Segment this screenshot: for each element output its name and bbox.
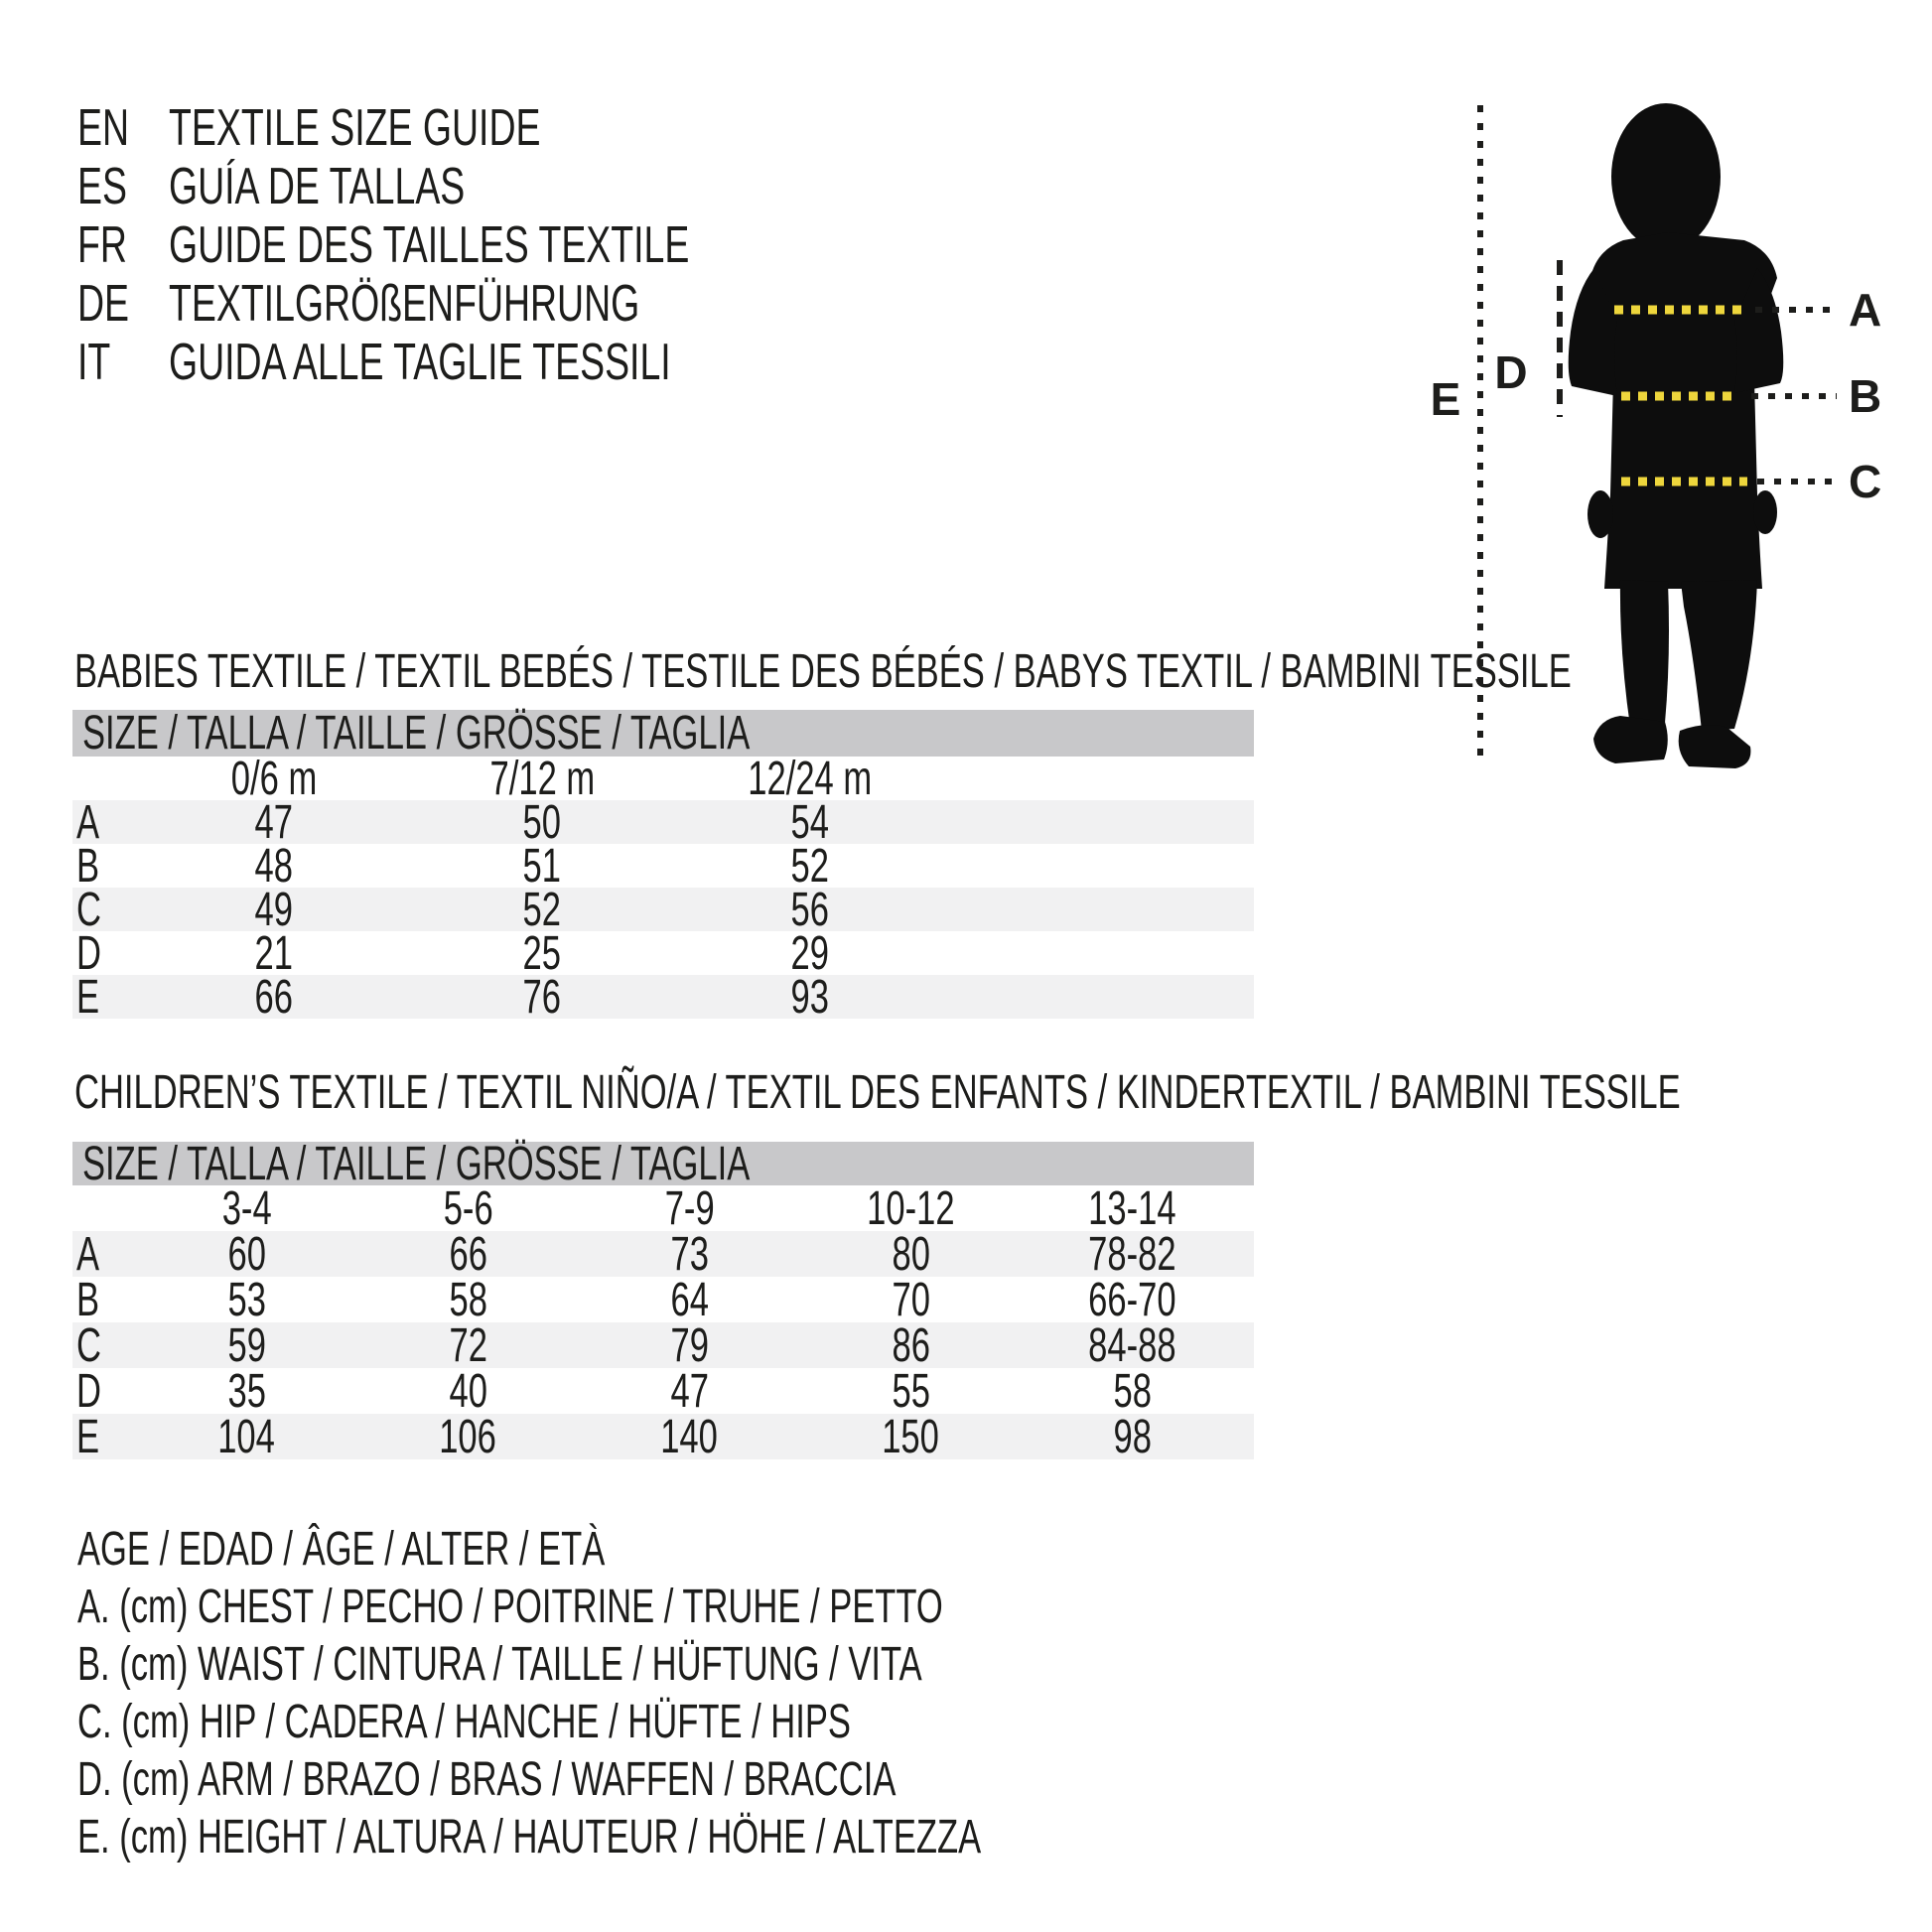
value-cell: 25 bbox=[522, 926, 562, 980]
table-row-b bbox=[72, 1273, 1254, 1326]
value-cell: 48 bbox=[254, 839, 294, 893]
value-cell: 79 bbox=[670, 1318, 709, 1372]
value-cell: 52 bbox=[522, 883, 562, 936]
measure-label-c: C bbox=[1849, 456, 1882, 507]
value-cell: 72 bbox=[449, 1318, 487, 1372]
value-cell: 64 bbox=[670, 1273, 709, 1326]
value-cell: 140 bbox=[660, 1410, 719, 1463]
column-header-cell: 5-6 bbox=[443, 1181, 493, 1235]
value-cell: 53 bbox=[227, 1273, 266, 1326]
column-header-cell: 7/12 m bbox=[489, 752, 595, 805]
value-cell: 84-88 bbox=[1088, 1318, 1176, 1372]
value-cell: 54 bbox=[790, 795, 830, 849]
value-cell: 59 bbox=[227, 1318, 266, 1372]
value-cell: 73 bbox=[670, 1227, 709, 1281]
table-row-d bbox=[72, 926, 1254, 980]
value-cell: 106 bbox=[439, 1410, 497, 1463]
column-header-cell: 3-4 bbox=[221, 1181, 272, 1235]
value-cell: 80 bbox=[892, 1227, 930, 1281]
babies-columns-row bbox=[72, 752, 1254, 805]
value-cell: 70 bbox=[892, 1273, 930, 1326]
column-header-cell: 0/6 m bbox=[230, 752, 318, 805]
value-cell: 51 bbox=[522, 839, 562, 893]
legend-line-age: AGE / EDAD / ÂGE / ALTER / ETÀ bbox=[77, 1522, 606, 1576]
legend-line-waist: B. (cm) WAIST / CINTURA / TAILLE / HÜFTUNG / VITA bbox=[77, 1637, 922, 1691]
language-row-it bbox=[77, 333, 892, 391]
value-cell: 21 bbox=[254, 926, 294, 980]
measure-label-e: E bbox=[1430, 373, 1461, 425]
legend-line-arm: D. (cm) ARM / BRAZO / BRAS / WAFFEN / BRACCIA bbox=[77, 1752, 897, 1806]
measure-label-a: A bbox=[1849, 284, 1882, 336]
value-cell: 47 bbox=[254, 795, 294, 849]
value-cell: 50 bbox=[522, 795, 562, 849]
value-cell: 56 bbox=[790, 883, 830, 936]
row-label: D bbox=[76, 1364, 101, 1418]
language-guide bbox=[77, 98, 892, 391]
table-row-a bbox=[72, 1227, 1254, 1281]
children-size-table bbox=[72, 1137, 1254, 1463]
value-cell: 78-82 bbox=[1088, 1227, 1176, 1281]
language-title: GUIDA ALLE TAGLIE TESSILI bbox=[169, 333, 671, 391]
babies-size-table bbox=[72, 707, 1254, 1024]
table-row-c bbox=[72, 883, 1254, 936]
value-cell: 150 bbox=[882, 1410, 940, 1463]
babies-table-header-bar bbox=[72, 707, 1254, 759]
language-title: GUIDE DES TAILLES TEXTILE bbox=[169, 215, 690, 274]
row-label: B bbox=[76, 839, 100, 893]
table-row-e bbox=[72, 970, 1254, 1024]
value-cell: 104 bbox=[217, 1410, 276, 1463]
row-label: C bbox=[76, 883, 101, 936]
row-label: E bbox=[76, 970, 100, 1024]
table-row-a bbox=[72, 795, 1254, 849]
children-section-title: CHILDREN’S TEXTILE / TEXTIL NIÑO/A / TEXTIL DES ENFANTS / KINDERTEXTIL / BAMBINI TESSILE bbox=[74, 1065, 1681, 1119]
value-cell: 93 bbox=[790, 970, 830, 1024]
legend-line-hip: C. (cm) HIP / CADERA / HANCHE / HÜFTE / HIPS bbox=[77, 1695, 851, 1748]
children-columns-row bbox=[72, 1181, 1254, 1235]
row-label: B bbox=[76, 1273, 100, 1326]
value-cell: 52 bbox=[790, 839, 830, 893]
value-cell: 66 bbox=[449, 1227, 487, 1281]
value-cell: 29 bbox=[790, 926, 830, 980]
value-cell: 98 bbox=[1113, 1410, 1152, 1463]
table-header-label: SIZE / TALLA / TAILLE / GRÖSSE / TAGLIA bbox=[82, 707, 751, 759]
row-label: D bbox=[76, 926, 101, 980]
language-row-es bbox=[77, 157, 892, 215]
table-row-e bbox=[72, 1410, 1254, 1463]
value-cell: 60 bbox=[227, 1227, 266, 1281]
language-title: TEXTILE SIZE GUIDE bbox=[169, 98, 541, 157]
measurement-legend bbox=[77, 1520, 1332, 1865]
language-title: TEXTILGRÖßENFÜHRUNG bbox=[169, 274, 640, 333]
value-cell: 49 bbox=[254, 883, 294, 936]
value-cell: 76 bbox=[522, 970, 562, 1024]
language-code: IT bbox=[77, 333, 111, 391]
language-row-en bbox=[77, 98, 892, 157]
row-label: E bbox=[76, 1410, 100, 1463]
value-cell: 55 bbox=[892, 1364, 930, 1418]
column-header-cell: 13-14 bbox=[1088, 1181, 1176, 1235]
table-row-d bbox=[72, 1364, 1254, 1418]
row-label: C bbox=[76, 1318, 101, 1372]
language-code: DE bbox=[77, 274, 130, 333]
language-code: EN bbox=[77, 98, 130, 157]
measure-label-b: B bbox=[1849, 370, 1882, 422]
table-row-c bbox=[72, 1318, 1254, 1372]
row-label: A bbox=[76, 1227, 100, 1281]
measure-label-d: D bbox=[1494, 346, 1528, 398]
value-cell: 58 bbox=[1113, 1364, 1152, 1418]
column-header-cell: 7-9 bbox=[664, 1181, 715, 1235]
language-code: ES bbox=[77, 157, 127, 215]
value-cell: 47 bbox=[670, 1364, 709, 1418]
value-cell: 40 bbox=[449, 1364, 487, 1418]
language-title: GUÍA DE TALLAS bbox=[169, 157, 466, 215]
language-row-de bbox=[77, 274, 892, 333]
legend-line-height: E. (cm) HEIGHT / ALTURA / HAUTEUR / HÖHE / ALTEZZA bbox=[77, 1810, 982, 1863]
language-row-fr bbox=[77, 215, 892, 274]
value-cell: 58 bbox=[449, 1273, 487, 1326]
babies-section-title: BABIES TEXTILE / TEXTIL BEBÉS / TESTILE DES BÉBÉS / BABYS TEXTIL / BAMBINI TESSILE bbox=[74, 644, 1572, 698]
value-cell: 66 bbox=[254, 970, 294, 1024]
children-table-header-bar bbox=[72, 1137, 1254, 1190]
value-cell: 86 bbox=[892, 1318, 930, 1372]
language-code: FR bbox=[77, 215, 127, 274]
legend-line-chest: A. (cm) CHEST / PECHO / POITRINE / TRUHE / PETTO bbox=[77, 1580, 943, 1633]
table-row-b bbox=[72, 839, 1254, 893]
value-cell: 35 bbox=[227, 1364, 266, 1418]
table-header-label: SIZE / TALLA / TAILLE / GRÖSSE / TAGLIA bbox=[82, 1137, 751, 1190]
column-header-cell: 10-12 bbox=[867, 1181, 955, 1235]
value-cell: 66-70 bbox=[1088, 1273, 1176, 1326]
row-label: A bbox=[76, 795, 100, 849]
column-header-cell: 12/24 m bbox=[748, 752, 873, 805]
